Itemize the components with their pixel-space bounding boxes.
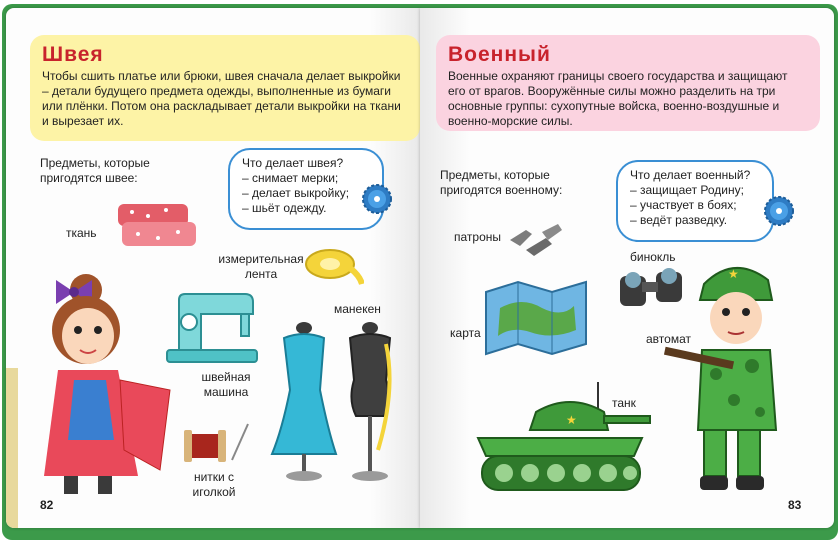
left-page-number: 82 <box>40 498 54 512</box>
left-bubble-question: Что делает швея? <box>242 156 344 170</box>
soldier-picture <box>664 254 794 498</box>
left-items-label: Предметы, которые пригодятся швее: <box>40 156 150 185</box>
left-bubble-answer: – делает выкройку; <box>242 186 350 200</box>
left-question-bubble <box>228 148 384 230</box>
tank-picture <box>474 376 654 500</box>
sewing-machine-picture <box>161 288 261 368</box>
fabric-label: ткань <box>66 226 97 240</box>
gear-icon <box>764 196 794 226</box>
map-label: карта <box>450 326 481 340</box>
left-bubble-answer: – снимает мерки; <box>242 171 339 185</box>
svg-text:★: ★ <box>728 267 739 281</box>
sewing-machine-label: швейная машина <box>201 370 251 399</box>
rifle-label: автомат <box>646 332 691 346</box>
left-page <box>6 8 420 528</box>
left-bubble-answer: – шьёт одежду. <box>242 201 327 215</box>
seamstress-picture <box>34 270 174 498</box>
cartridges-label: патроны <box>454 230 502 244</box>
right-bubble-answer: – защищает Родину; <box>630 183 744 197</box>
svg-text:★: ★ <box>566 413 577 427</box>
cartridges-picture <box>506 220 566 260</box>
right-page-title: Военный <box>448 43 551 66</box>
right-items-label: Предметы, которые пригодятся военному: <box>440 168 563 197</box>
thread-label: нитки с иголкой <box>192 470 236 499</box>
gear-icon <box>362 184 392 214</box>
page-edge-strip <box>6 368 18 528</box>
right-bubble-question: Что делает военный? <box>630 168 751 182</box>
measuring-tape-picture <box>302 244 364 286</box>
binoculars-label: бинокль <box>630 250 676 264</box>
thread-picture <box>182 420 252 464</box>
right-bubble-answer: – участвует в боях; <box>630 198 737 212</box>
left-page-text: Чтобы сшить платье или брюки, швея сначала делает выкройки – детали будущего предмета одежды, выполненные из бумаги или плёнки. Потом она раскладывает детали выкройки на ткани и вырезает их. <box>42 69 401 128</box>
left-page-title: Швея <box>42 43 104 66</box>
right-page-text: Военные охраняют границы своего государства и защищают его от врагов. Вооружённые силы можно разделить на три основные группы: сухопутные войска, военно-воздушные и военно-морские силы. <box>448 69 788 128</box>
tape-label: измерительная лента <box>218 252 304 281</box>
map-picture <box>482 278 592 358</box>
tank-label: танк <box>612 396 636 410</box>
fabric-picture <box>114 198 200 254</box>
right-bubble-answer: – ведёт разведку. <box>630 213 728 227</box>
left-header-box <box>30 35 420 141</box>
right-header-box <box>436 35 820 131</box>
right-page <box>420 8 834 528</box>
mannequin-label: манекен <box>334 302 381 316</box>
right-page-number: 83 <box>788 498 802 512</box>
right-question-bubble <box>616 160 774 242</box>
mannequins-picture <box>266 320 416 486</box>
